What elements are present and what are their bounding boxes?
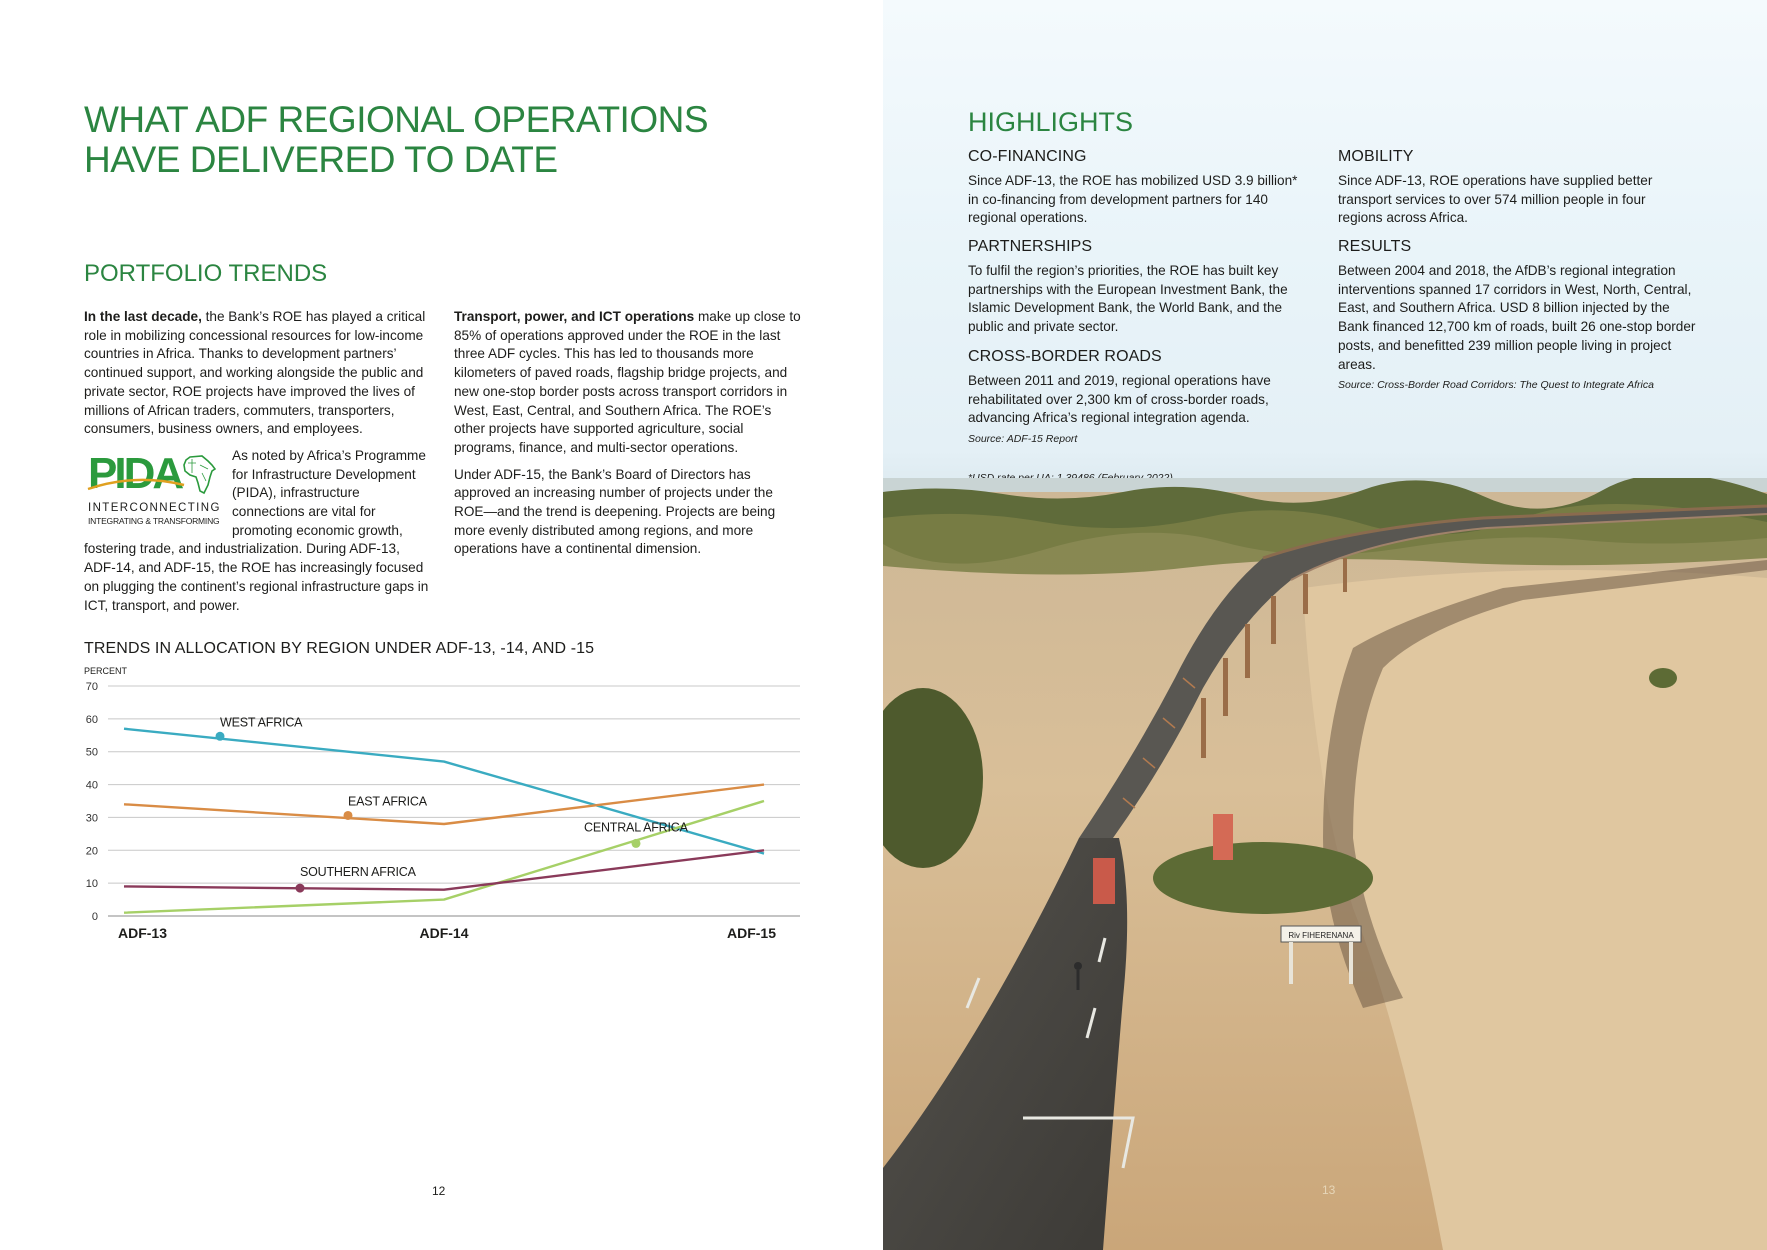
pida-subtitle: INTERCONNECTING xyxy=(88,501,221,514)
lead-text: In the last decade, xyxy=(84,309,202,324)
body-text: the Bank’s ROE has played a critical role in mobilizing concessional resources for low-income countries in Africa. Thanks to development partners’ continued support, and working alongside the public and private sector, ROE projects have improved the lives of millions of African traders, commuters, transporters, consumers, business owners, and employees. xyxy=(84,309,426,437)
cross-border-roads-block xyxy=(968,348,1308,449)
pida-logo xyxy=(84,449,222,527)
bridge-photo xyxy=(883,478,1767,1250)
y-tick-label: 20 xyxy=(85,845,98,858)
text-column-1 xyxy=(84,308,434,615)
block-heading: MOBILITY xyxy=(1338,148,1414,165)
x-tick-label: ADF-14 xyxy=(419,925,469,941)
page-title: WHAT ADF REGIONAL OPERATIONS HAVE DELIVERED TO DATE xyxy=(84,99,708,180)
block-heading: PARTNERSHIPS xyxy=(968,238,1093,255)
series-line-west-africa xyxy=(124,729,764,854)
africa-map-icon xyxy=(182,455,216,495)
river-sign: Riv FIHERENANA xyxy=(1288,931,1354,940)
series-label: EAST AFRICA xyxy=(348,794,427,809)
partnerships-block xyxy=(968,238,1308,337)
block-heading: RESULTS xyxy=(1338,238,1412,255)
left-page xyxy=(0,0,883,1250)
line-chart xyxy=(70,660,810,1060)
series-label: WEST AFRICA xyxy=(220,715,303,730)
right-page xyxy=(883,0,1767,1250)
y-tick-label: 50 xyxy=(85,746,98,759)
series-label: CENTRAL AFRICA xyxy=(584,820,688,835)
y-tick-label: 40 xyxy=(85,779,98,792)
y-tick-label: 70 xyxy=(85,681,98,693)
series-marker xyxy=(344,811,353,820)
x-tick-label: ADF-13 xyxy=(118,925,168,941)
series-line-east-africa xyxy=(124,785,764,824)
page-number: 13 xyxy=(1322,1183,1336,1197)
text-column-2 xyxy=(454,308,806,567)
pida-tagline: INTEGRATING & TRANSFORMING xyxy=(88,515,220,526)
block-text: Since ADF-13, ROE operations have supplied better transport services to over 574 million people in four regions across Africa. xyxy=(1338,173,1653,226)
lead-text: Transport, power, and ICT operations xyxy=(454,309,695,324)
pida-swoosh-icon xyxy=(86,475,186,495)
series-marker xyxy=(296,884,305,893)
block-text: Between 2011 and 2019, regional operations have rehabilitated over 2,300 km of cross-border roads, advancing Africa’s regional integration agenda. xyxy=(968,373,1271,426)
y-tick-label: 60 xyxy=(85,713,98,726)
block-text: Between 2004 and 2018, the AfDB’s regional integration interventions spanned 17 corridors in West, North, Central, East, and Southern Africa. USD 8 billion injected by the Bank financed 12,700 km of roads, built 26 one-stop border posts, and benefitted 239 million people living in project areas. xyxy=(1338,263,1696,372)
cofinancing-block xyxy=(968,148,1308,228)
source-note: Source: ADF-15 Report xyxy=(968,433,1078,446)
body-text: As noted by Africa’s Programme for Infrastructure Development (PIDA), infrastructure connections are vital for promoting economic growth, fostering trade, and industrialization. During ADF-13, ADF-14, and ADF-15, the ROE has increasingly focused on plugging the continent’s regional infrastructure gaps in ICT, transport, and power. xyxy=(84,447,429,613)
paragraph xyxy=(454,308,806,458)
body-text: make up close to 85% of operations approved under the ROE in the last three ADF cycles. This has led to thousands more kilometers of paved roads, flagship bridge projects, and new one-stop border posts across transport corridors in West, East, Central, and Southern Africa. The ROE’s other projects have supported agriculture, social programs, finance, and multi-sector operations. xyxy=(454,309,801,455)
results-block xyxy=(1338,238,1698,395)
mobility-block xyxy=(1338,148,1678,228)
y-tick-label: 10 xyxy=(85,878,98,891)
paragraph: Under ADF-15, the Bank’s Board of Directors has approved an increasing number of projects under the ROE—and the trend is deepening. Projects are being more evenly distributed among regions, and more operations have a continental dimension. xyxy=(454,466,776,557)
x-tick-label: ADF-15 xyxy=(726,925,776,941)
page-number: 12 xyxy=(432,1184,446,1198)
paragraph xyxy=(84,308,434,439)
source-note: Source: Cross-Border Road Corridors: The Quest to Integrate Africa xyxy=(1338,379,1654,392)
y-tick-label: 0 xyxy=(91,911,98,923)
pida-paragraph xyxy=(84,447,434,615)
block-heading: CO-FINANCING xyxy=(968,148,1087,165)
block-text: To fulfil the region’s priorities, the ROE has built key partnerships with the European Investment Bank, the Islamic Development Bank, the World Bank, and the public and private sector. xyxy=(968,263,1288,335)
y-axis-label: PERCENT xyxy=(84,666,128,676)
y-tick-label: 30 xyxy=(85,812,98,825)
series-line-southern-africa xyxy=(124,850,764,889)
highlights-title: HIGHLIGHTS xyxy=(968,107,1134,137)
series-label: SOUTHERN AFRICA xyxy=(300,865,416,880)
series-marker xyxy=(216,732,225,741)
series-marker xyxy=(632,839,641,848)
chart-title: TRENDS IN ALLOCATION BY REGION UNDER ADF-13, -14, AND -15 xyxy=(84,640,595,657)
block-heading: CROSS-BORDER ROADS xyxy=(968,348,1162,365)
pida-logo-wordmark: PIDA xyxy=(88,448,182,498)
section-title: PORTFOLIO TRENDS xyxy=(84,260,328,287)
block-text: Since ADF-13, the ROE has mobilized USD 3.9 billion* in co-financing from development partners for 140 regional operations. xyxy=(968,173,1298,226)
